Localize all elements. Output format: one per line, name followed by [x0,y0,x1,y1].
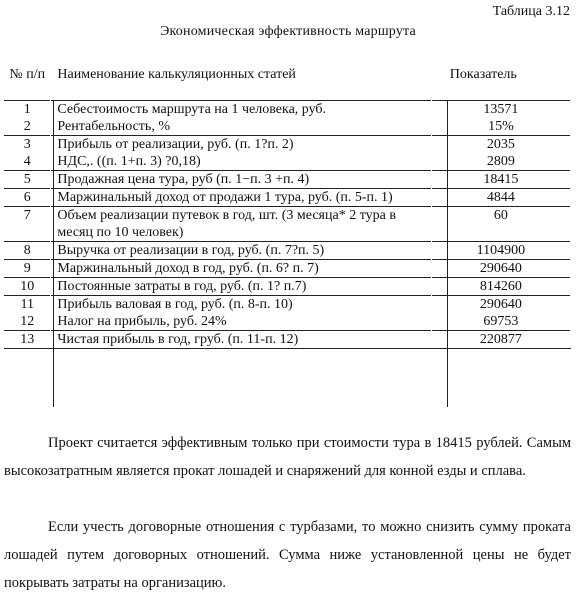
row-number: 12 [20,314,35,329]
table-row [4,296,571,314]
paragraph-text: Если учесть договорные отношения с турбазами, то можно снизить сумму проката лошадей путем договорных отношений. Сумма ниже установленной цены не будет покрывать затраты на организацию. [4,519,571,591]
row-number: 9 [4,260,51,278]
paragraph-text: Проект считается эффективным только при стоимости тура в 18415 рублей. Самым высокозатратным является прокат лошадей и снаряжений для конной езды и сплава. [4,435,571,479]
row-name: Рентабельность, % [57,119,170,134]
table-row [4,242,571,260]
table-row [4,278,571,296]
table-row [4,118,571,136]
row-name: Прибыль от реализации, руб. (п. 1?п. 2) [51,136,431,154]
table-row [4,153,571,171]
row-name: Чистая прибыль в год, груб. (п. 11-п. 12) [51,331,431,349]
row-number: 2 [23,119,31,134]
row-value: 15% [488,119,514,134]
row-name: Прибыль валовая в год, руб. (п. 8-п. 10) [51,296,431,314]
row-value: 814260 [431,278,570,296]
paragraph-recommendation [4,513,571,597]
table-divider-number [53,100,54,407]
table-row [4,189,571,207]
table-row [4,331,571,349]
row-number: 1 [4,101,51,119]
row-value: 290640 [431,296,570,314]
row-value: 2035 [431,136,570,154]
table-row [4,171,571,189]
row-name: НДС,. ((п. 1+п. 3) ?0,18) [57,154,201,169]
row-number: 10 [4,278,51,296]
table-row [4,313,571,331]
row-value: 69753 [483,314,519,329]
table-divider-value [447,100,448,407]
table-title: Экономическая эффективность маршрута [160,24,416,39]
row-number: 6 [4,189,51,207]
row-name: Налог на прибыль, руб. 24% [57,314,227,329]
column-header-number: № п/п [9,67,46,82]
calculation-table [4,66,571,349]
row-value: 60 [431,207,570,242]
row-value: 18415 [431,171,570,189]
row-value: 1104900 [431,242,570,260]
row-number: 5 [4,171,51,189]
table-row [4,101,571,119]
table-header-row [4,66,571,101]
paragraph-conclusion [4,429,571,485]
row-name: Выручка от реализации в год, руб. (п. 7?п. 5) [51,242,431,260]
row-number: 11 [4,296,51,314]
table-row [4,260,571,278]
row-name: Маржинальный доход в год, руб. (п. 6? п. 7) [51,260,431,278]
row-number: 8 [4,242,51,260]
row-value: 220877 [431,331,570,349]
row-name: Объем реализации путевок в год, шт. (3 месяца* 2 тура в месяц по 10 человек) [51,207,431,242]
row-number: 3 [4,136,51,154]
row-value: 13571 [431,101,570,119]
row-number: 13 [4,331,51,349]
row-name: Продажная цена тура, руб (п. 1−п. 3 +п. 4) [51,171,431,189]
row-number: 4 [23,154,31,169]
row-name: Маржинальный доход от продажи 1 тура, руб. (п. 5-п. 1) [51,189,431,207]
table-row [4,207,571,242]
table-row [4,136,571,154]
column-header-name: Наименование калькуляционных статей [57,67,296,82]
column-header-value: Показатель [449,67,517,82]
table-number-label: Таблица 3.12 [492,4,570,19]
row-value: 2809 [486,154,515,169]
row-name: Себестоимость маршрута на 1 человека, руб. [51,101,431,119]
row-number: 7 [4,207,51,242]
row-name: Постоянные затраты в год, руб. (п. 1? п.7) [51,278,431,296]
row-value: 290640 [431,260,570,278]
row-value: 4844 [431,189,570,207]
